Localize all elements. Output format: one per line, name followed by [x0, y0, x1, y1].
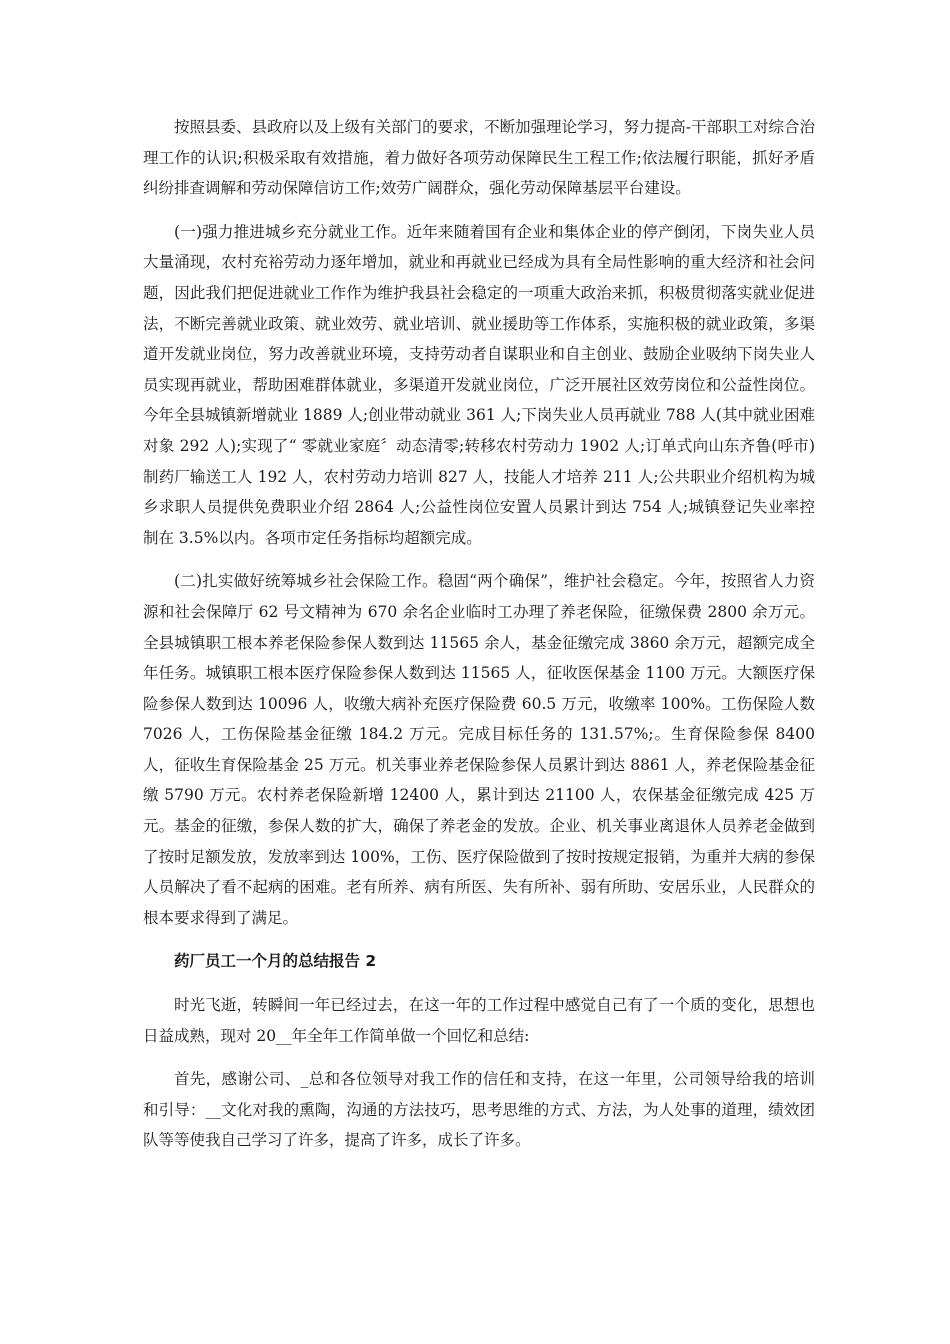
paragraph-intro: 按照县委、县政府以及上级有关部门的要求，不断加强理论学习，努力提高-干部职工对综合治理工作的认识;积极采取有效措施，着力做好各项劳动保障民生工程工作;依法履行职能，抓好矛盾纠纷排查调解和劳动保障信访工作;效劳广阔群众，强化劳动保障基层平台建设。	[143, 118, 815, 198]
paragraph-thanks: 首先，感谢公司、_总和各位领导对我工作的信任和支持，在这一年里，公司领导给我的培训和引导：__文化对我的熏陶，沟通的方法技巧，思考思维的方式、方法，为人处事的道理，绩效团队等等使我自己学习了许多，提高了许多，成长了许多。	[143, 1070, 815, 1150]
section-heading: 药厂员工一个月的总结报告 2	[174, 952, 377, 971]
document-page	[143, 112, 815, 1169]
paragraph-social-insurance: (二)扎实做好统筹城乡社会保险工作。稳固“两个确保”，维护社会稳定。今年，按照省人力资源和社会保障厅 62 号文精神为 670 余名企业临时工办理了养老保险，征缴保费 2800 余万元。全县城镇职工根本养老保险参保人数到达 11565 余人，基金征缴完成 3860 余万元，超额完成全年任务。城镇职工根本医疗保险参保人数到达 11565 人，征收医保基金 1100 万元。大额医疗保险参保人数到达 10096 人，收缴大病补充医疗保险费 60.5 万元，收缴率 100%。工伤保险人数 7026 人，工伤保险基金征缴 184.2 万元。完成目标任务的 131.57%;。生育保险参保 8400 人，征收生育保险基金 25 万元。机关事业养老保险参保人员累计到达 8861 人，养老保险基金征缴 5790 万元。农村养老保险新增 12400 人，累计到达 21100 人，农保基金征缴完成 425 万元。基金的征缴，参保人数的扩大，确保了养老金的发放。企业、机关事业离退休人员养老金做到了按时足额发放，发放率到达 100%，工伤、医疗保险做到了按时按规定报销，为重并大病的参保人员解决了看不起病的困难。老有所养、病有所医、失有所补、弱有所助、安居乐业，人民群众的根本要求得到了满足。	[143, 572, 815, 927]
paragraph-year-review: 时光飞逝，转瞬间一年已经过去，在这一年的工作过程中感觉自己有了一个质的变化，思想也日益成熟，现对 20__年全年工作简单做一个回忆和总结:	[143, 996, 815, 1045]
paragraph-employment: (一)强力推进城乡充分就业工作。近年来随着国有企业和集体企业的停产倒闭，下岗失业人员大量涌现，农村充裕劳动力逐年增加，就业和再就业已经成为具有全局性影响的重大经济和社会问题，因此我们把促进就业工作作为维护我县社会稳定的一项重大政治来抓，积极贯彻落实就业促进法，不断完善就业政策、就业效劳、就业培训、就业援助等工作体系，实施积极的就业政策，多渠道开发就业岗位，努力改善就业环境，支持劳动者自谋职业和自主创业、鼓励企业吸纳下岗失业人员实现再就业，帮助困难群体就业，多渠道开发就业岗位，广泛开展社区效劳岗位和公益性岗位。今年全县城镇新增就业 1889 人;创业带动就业 361 人;下岗失业人员再就业 788 人(其中就业困难对象 292 人);实现了“ 零就业家庭〞动态清零;转移农村劳动力 1902 人;订单式向山东齐鲁(呼市)制药厂输送工人 192 人，农村劳动力培训 827 人，技能人才培养 211 人;公共职业介绍机构为城乡求职人员提供免费职业介绍 2864 人;公益性岗位安置人员累计到达 754 人;城镇登记失业率控制在 3.5%以内。各项市定任务指标均超额完成。	[143, 222, 815, 547]
